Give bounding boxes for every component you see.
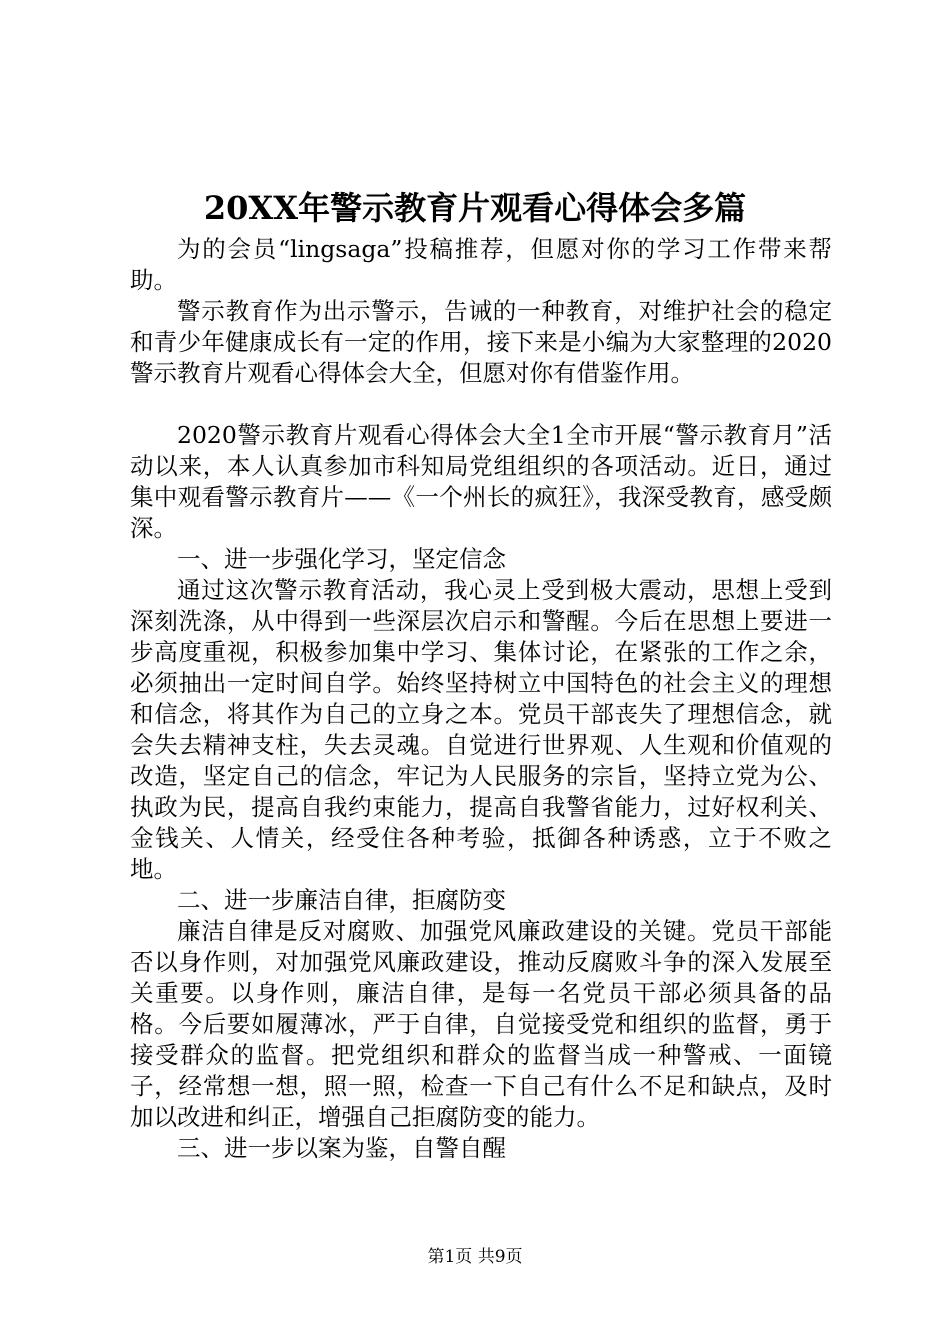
paragraph-opening: 2020警示教育片观看心得体会大全1全市开展“警示教育月”活动以来，本人认真参加市科知局党组组织的各项活动。近日，通过集中观看警示教育片——《一个州长的疯狂》，我深受教育，感受颇深。 <box>130 421 832 542</box>
section-heading-3: 三、进一步以案为鉴，自警自醒 <box>177 1134 506 1162</box>
document-body <box>130 234 832 1164</box>
section-body-1: 通过这次警示教育活动，我心灵上受到极大震动，思想上受到深刻洗涤，从中得到一些深层次启示和警醒。今后在思想上要进一步高度重视，积极参加集中学习、集体讨论，在紧张的工作之余，必须抽出一定时间自学。始终坚持树立中国特色的社会主义的理想和信念，将其作为自己的立身之本。党员干部丧失了理想信念，就会失去精神支柱，失去灵魂。自觉进行世界观、人生观和价值观的改造，坚定自己的信念，牢记为人民服务的宗旨，坚持立党为公、执政为民，提高自我约束能力，提高自我警省能力，过好权利关、金钱关、人情关，经受住各种考验，抵御各种诱惑，立于不败之地。 <box>130 576 832 883</box>
paragraph-spacer <box>130 389 832 420</box>
section-body-2: 廉洁自律是反对腐败、加强党风廉政建设的关键。党员干部能否以身作则，对加强党风廉政建设，推动反腐败斗争的深入发展至关重要。以身作则，廉洁自律，是每一名党员干部必须具备的品格。今后要如履薄冰，严于自律，自觉接受党和组织的监督，勇于接受群众的监督。把党组织和群众的监督当成一种警戒、一面镜子，经常想一想，照一照，检查一下自己有什么不足和缺点，及时加以改进和纠正，增强自己拒腐防变的能力。 <box>130 917 832 1131</box>
document-title: 20XX年警示教育片观看心得体会多篇 <box>203 189 747 227</box>
page-footer: 第1页 共9页 <box>427 1247 523 1267</box>
paragraph-intro: 为的会员“lingsaga”投稿推荐，但愿对你的学习工作带来帮助。 <box>130 235 832 294</box>
section-heading-2: 二、进一步廉洁自律，拒腐防变 <box>177 886 506 914</box>
section-heading-1: 一、进一步强化学习，坚定信念 <box>177 545 506 573</box>
paragraph-preface: 警示教育作为出示警示，告诫的一种教育，对维护社会的稳定和青少年健康成长有一定的作用，接下来是小编为大家整理的2020警示教育片观看心得体会大全，但愿对你有借鉴作用。 <box>130 297 832 387</box>
